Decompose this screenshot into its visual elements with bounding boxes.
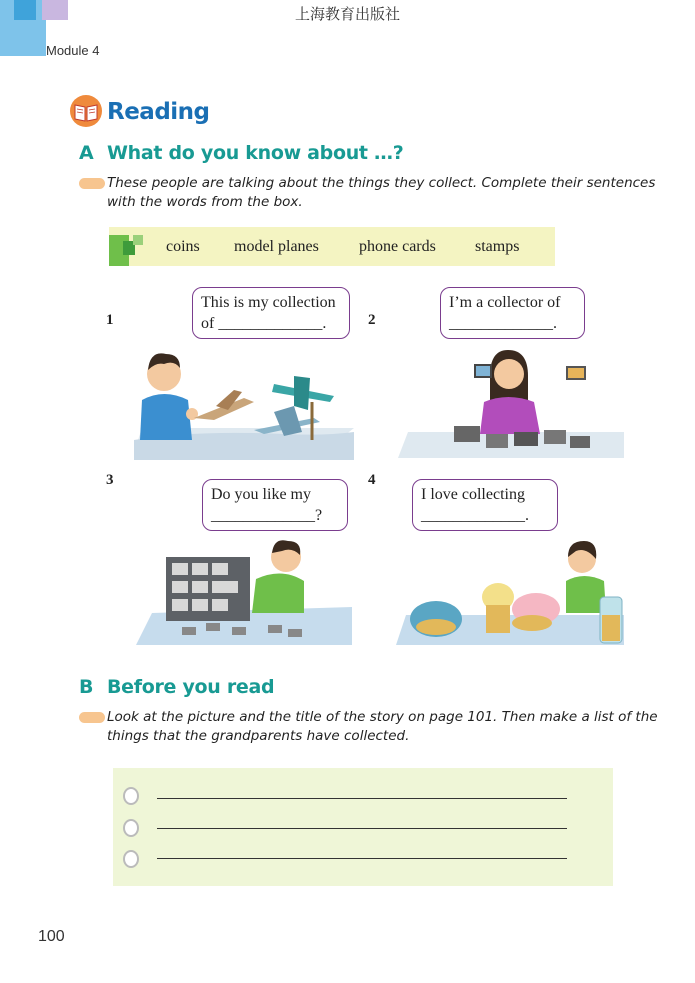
notepad — [113, 768, 613, 886]
section-a-title: What do you know about …? — [107, 142, 404, 164]
bubble-3-line1: Do you like my — [211, 486, 311, 503]
answer-line-2[interactable] — [157, 828, 567, 829]
illustration-coin-banks — [396, 535, 624, 647]
instruction-marker — [79, 712, 105, 723]
binder-ring — [123, 787, 139, 805]
bubble-2-line1: I’m a collector of — [449, 294, 561, 311]
module-label: Module 4 — [46, 43, 100, 58]
word-box-decoration — [109, 227, 149, 266]
section-b-instruction-1: Look at the picture and the title of the story on page 101. Then make a list of the — [107, 709, 658, 725]
item-number-2: 2 — [368, 312, 376, 328]
illustration-phone-cards — [398, 340, 624, 460]
item-number-3: 3 — [106, 472, 114, 488]
answer-line-3[interactable] — [157, 858, 567, 859]
speech-bubble-1 — [192, 287, 350, 339]
bubble-3-line2: _____________? — [211, 507, 323, 524]
instruction-marker — [79, 178, 105, 189]
binder-ring — [123, 850, 139, 868]
item-number-4: 4 — [368, 472, 376, 488]
speech-bubble-4 — [412, 479, 558, 531]
section-b-instruction-2: things that the grandparents have collected. — [107, 728, 410, 744]
book-icon — [68, 94, 104, 128]
word-model-planes: model planes — [234, 238, 319, 255]
page-number: 100 — [38, 928, 65, 945]
answer-line-1[interactable] — [157, 798, 567, 799]
section-a-instruction-1: These people are talking about the things they collect. Complete their sentences — [107, 175, 656, 191]
bubble-2-line2: _____________. — [449, 315, 557, 332]
speech-bubble-2 — [440, 287, 585, 339]
word-coins: coins — [166, 238, 200, 255]
illustration-stamp-album — [136, 535, 352, 647]
word-stamps: stamps — [475, 238, 520, 255]
word-phone-cards: phone cards — [359, 238, 436, 255]
bubble-1-line1: This is my collection — [201, 294, 336, 311]
bubble-4-line1: I love collecting — [421, 486, 525, 503]
binder-ring — [123, 819, 139, 837]
section-a-instruction-2: with the words from the box. — [107, 194, 303, 210]
section-title-reading: Reading — [107, 99, 210, 125]
section-b-title: Before you read — [107, 676, 275, 698]
illustration-model-planes — [134, 340, 354, 460]
bubble-4-line2: _____________. — [421, 507, 529, 524]
bubble-1-line2: of _____________. — [201, 315, 327, 332]
item-number-1: 1 — [106, 312, 114, 328]
speech-bubble-3 — [202, 479, 348, 531]
section-a-letter: A — [79, 142, 94, 164]
publisher-name: 上海教育出版社 — [294, 5, 400, 23]
section-b-letter: B — [79, 676, 94, 698]
